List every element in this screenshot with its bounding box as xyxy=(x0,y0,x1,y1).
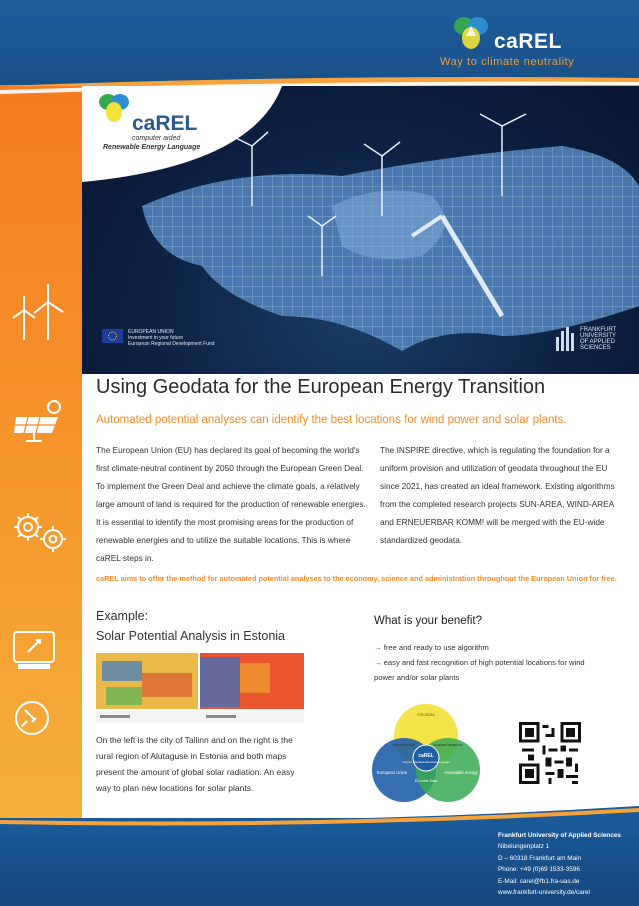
contact-block xyxy=(498,830,621,898)
university-line-3: OF APPLIED SCIENCES xyxy=(580,339,616,351)
example-description: On the left is the city of Tallinn and on the right is the rural region of Alutaguse in Estonia and both maps present the amount of global solar radiation. An easy way to plan new locations for solar plants. xyxy=(96,735,295,793)
university-line-2: UNIVERSITY xyxy=(580,333,617,339)
university-logo-text xyxy=(580,327,639,351)
brand-name-header: caREL xyxy=(494,30,562,53)
contact-street: Nibelungenplatz 1 xyxy=(498,843,550,851)
hero-brand-subline-1: computer aided xyxy=(132,135,181,142)
eu-funding-text xyxy=(128,329,248,347)
example-heading: Example: xyxy=(96,609,149,623)
orange-sidebar xyxy=(0,85,82,818)
wind-turbine-icon xyxy=(10,282,68,342)
intro-text-left: The European Union (EU) has declared its goal of becoming the world's first climate-neutral continent by 2050 through the European Green Deal. To implement the Green Deal and achieve the climate goals, a relatively large amount of land is required for the production of renewable energies. It is essential to identify the most promising areas for the production of renewable energies and to utilize the suitable locations. This is where caREL steps in. xyxy=(96,445,366,563)
university-line-1: FRANKFURT xyxy=(580,327,617,333)
aim-statement: caREL aims to offer the method for automated potential analyses to the economy, science and administration throughout the European Union for free. xyxy=(96,574,617,583)
benefit-list xyxy=(374,640,594,685)
eu-line-2: Investment in your future xyxy=(128,335,184,341)
example-subheading: Solar Potential Analysis in Estonia xyxy=(96,629,285,643)
hero-brand-subline-2: Renewable Energy Language xyxy=(103,144,201,151)
venn-overlap-right-label: localized analyses xyxy=(433,743,463,747)
venn-overlap-bottom-label: EU-wide Data xyxy=(414,779,438,783)
contact-email-link[interactable]: E-Mail: carel@fb1.fra-uas.de xyxy=(498,877,580,885)
benefit-heading: What is your benefit? xyxy=(374,615,483,627)
benefit-item: → free and ready to use algorithm xyxy=(374,643,489,652)
tagline: Way to climate neutrality xyxy=(440,56,575,68)
gears-icon xyxy=(8,507,74,557)
contact-city: D – 60318 Frankfurt am Main xyxy=(498,854,582,862)
venn-center-label: caREL xyxy=(418,753,434,759)
computer-usb-icon xyxy=(10,630,62,750)
carel-logo-icon xyxy=(452,14,490,52)
qr-code[interactable] xyxy=(519,722,581,784)
intro-text-right: The INSPIRE directive, which is regulating the foundation for a uniform provision and utilization of geodata throughout the EU since 2021, has created an ideal framework. Existing algorithms from the completed research projects SUN-AREA, WIND-AREA and ERNEUERBAR KOMM! will be merged with the EU-wide standardized geodata. xyxy=(380,445,615,545)
venn-right-label: renewable energy xyxy=(444,770,478,775)
solar-panel-icon xyxy=(12,397,68,443)
hero-brand-name: caREL xyxy=(132,112,198,135)
solar-radiation-maps xyxy=(96,653,304,723)
eu-line-3: European Regional Development Fund xyxy=(128,341,215,347)
benefit-item: → easy and fast recognition of high potential locations for wind power and/or solar plants xyxy=(374,658,585,682)
venn-center-sublabel: computer aided Renewable Energy Language xyxy=(402,762,450,764)
venn-diagram xyxy=(364,702,489,804)
eu-line-1: EUROPEAN UNION xyxy=(128,329,174,335)
contact-phone: Phone: +49 (0)69 1533-3596 xyxy=(498,866,580,874)
venn-overlap-left-label: economic use xyxy=(392,743,416,747)
page-subtitle: Automated potential analyses can identify the best locations for wind power and solar plants. xyxy=(96,414,567,426)
contact-org: Frankfurt University of Applied Sciences xyxy=(498,832,621,839)
page-title: Using Geodata for the European Energy Transition xyxy=(96,376,546,398)
venn-left-label: European Union xyxy=(376,770,408,775)
contact-website-link[interactable]: www.frankfurt-university.de/carel xyxy=(498,889,590,897)
eu-flag-icon xyxy=(102,329,123,343)
venn-top-label: Geodata xyxy=(417,712,435,717)
